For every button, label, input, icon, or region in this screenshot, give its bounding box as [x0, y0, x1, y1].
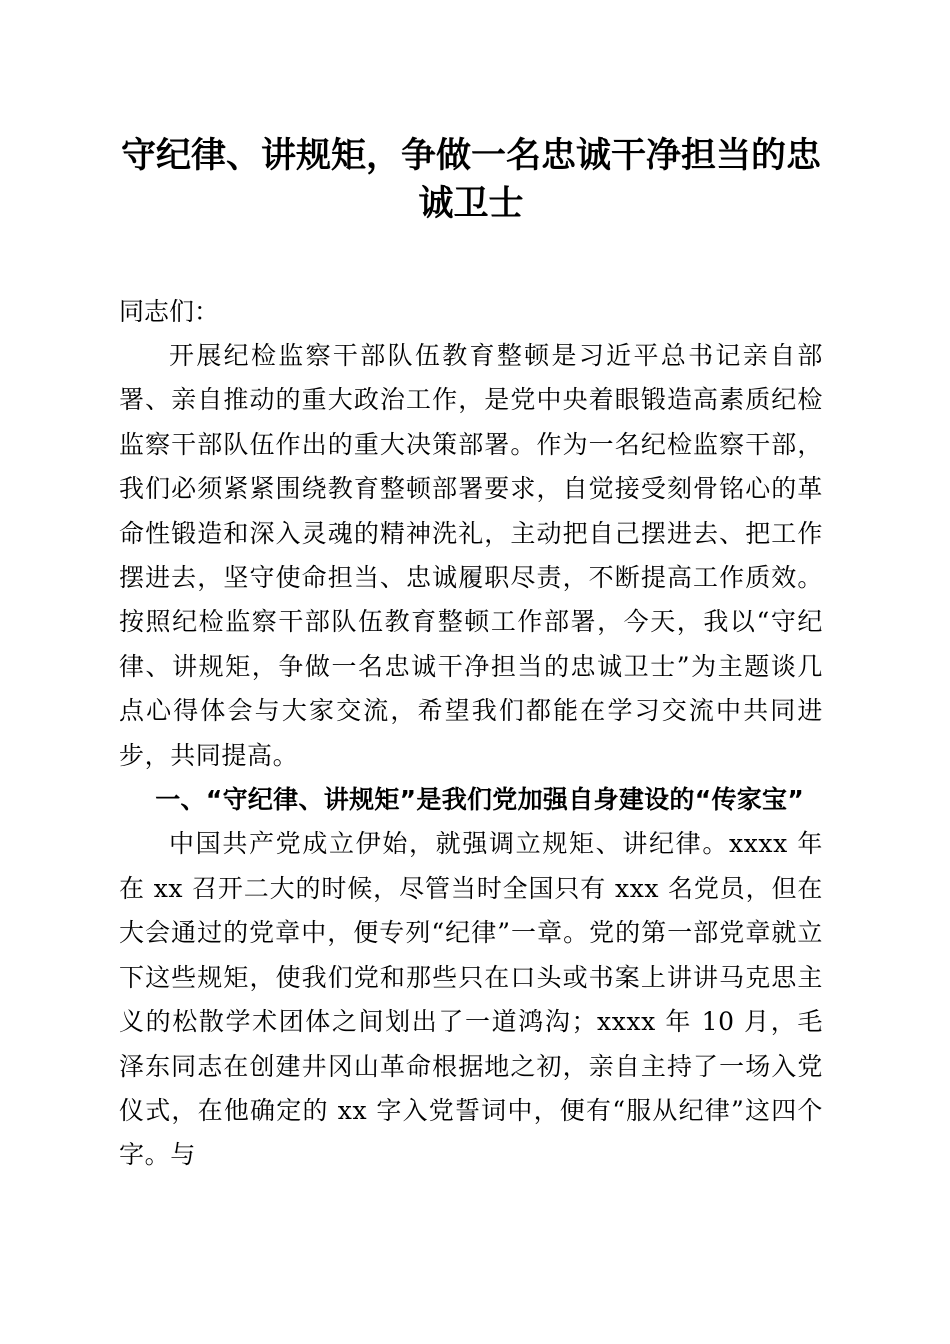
salutation: 同志们： [119, 297, 220, 326]
paragraph-intro: 开展纪检监察干部队伍教育整顿是习近平总书记亲自部署、亲自推动的重大政治工作，是党中央着眼锻造高素质纪检监察干部队伍作出的重大决策部署。作为一名纪检监察干部，我们必须紧紧围绕教育整顿部署要求，自觉接受刻骨铭心的革命性锻造和深入灵魂的精神洗礼，主动把自己摆进去、把工作摆进去，坚守使命担当、忠诚履职尽责，不断提高工作质效。按照纪检监察干部队伍教育整顿工作部署，今天，我以“守纪律、讲规矩，争做一名忠诚干净担当的忠诚卫士”为主题谈几点心得体会与大家交流，希望我们都能在学习交流中共同进步，共同提高。 [119, 341, 823, 770]
paragraph-section-1: 中国共产党成立伊始，就强调立规矩、讲纪律。xxxx 年在 xx 召开二大的时候，尽管当时全国只有 xxx 名党员，但在大会通过的党章中，便专列“纪律”一章。党的第一部党章就立下这些规矩，使我们党和那些只在口头或书案上讲讲马克思主义的松散学术团体之间划出了一道鸿沟；xxxx 年 10 月，毛泽东同志在创建井冈山革命根据地之初，亲自主持了一场入党仪式，在他确定的 xx 字入党誓词中，便有“服从纪律”这四个字。与 [119, 829, 823, 1170]
section-heading-1: 一、“守纪律、讲规矩”是我们党加强自身建设的“传家宝” [155, 785, 805, 815]
document-title: 守纪律、讲规矩，争做一名忠诚干净担当的忠诚卫士 [120, 135, 821, 224]
document-body [119, 132, 823, 1178]
